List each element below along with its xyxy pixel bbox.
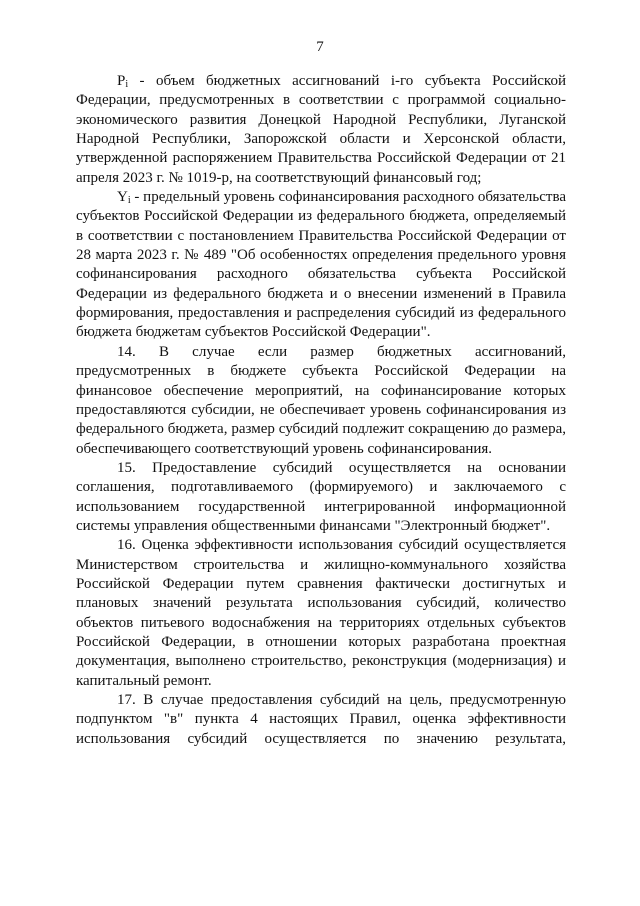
variable-subscript: i: [125, 79, 129, 90]
paragraph-yi-definition: [76, 188, 566, 343]
document-body: [76, 72, 566, 749]
variable-subscript: i: [127, 195, 131, 207]
paragraph-16: 16. Оценка эффективности использования субсидий осуществляется Министерством строительства и жилищно-коммунального хозяйства Российской Федерации путем сравнения фактически достигнутых и плановых значений результата использования субсидий, количество объектов питьевого водоснабжения на территориях отдельных субъектов Российской Федерации, в отношении которых разработана проектная документация, выполнено строительство, реконструкция (модернизация) и капитальный ремонт.: [76, 537, 566, 689]
paragraph-text: - предельный уровень софинансирования расходного обязательства субъектов Российской Федерации из федерального бюджета, определяемый в соответствии с постановлением Правительства Российской Федерации от 28 марта 2023 г. № 489 "Об особенностях определения предельного уровня софинансирования расходного обязательства субъекта Российской Федерации из федерального бюджета и о внесении изменений в Правила формирования, предоставления и распределения субсидий из федерального бюджета бюджетам субъектов Российской Федерации".: [76, 189, 566, 341]
paragraph-pi-definition: [76, 72, 566, 188]
page-number: 7: [316, 39, 324, 55]
paragraph-17: 17. В случае предоставления субсидий на цель, предусмотренную подпунктом "в" пункта 4 настоящих Правил, оценка эффективности использования субсидий осуществляется по значению результата,: [76, 692, 566, 747]
variable-symbol: P: [117, 73, 126, 89]
paragraph-15: 15. Предоставление субсидий осуществляется на основании соглашения, подготавливаемого (формируемого) и заключаемого с использованием государственной интегрированной информационной системы управления общественными финансами "Электронный бюджет".: [76, 459, 566, 534]
variable-symbol: Y: [117, 189, 128, 206]
paragraph-text: - объем бюджетных ассигнований i-го субъекта Российской Федерации, предусмотренных в соответствии с программой социально-экономического развития Донецкой Народной Республики, Луганской Народной Республики, Запорожской области и Херсонской области, утвержденной распоряжением Правительства Российской Федерации от 21 апреля 2023 г. № 1019-р, на соответствующий финансовый год;: [76, 73, 566, 186]
paragraph-14: 14. В случае если размер бюджетных ассигнований, предусмотренных в бюджете субъекта Российской Федерации на финансовое обеспечение мероприятий, на софинансирование которых предоставляются субсидии, не обеспечивает уровень софинансирования из федерального бюджета, размер субсидий подлежит сокращению до размера, обеспечивающего соответствующий уровень софинансирования.: [76, 343, 566, 457]
